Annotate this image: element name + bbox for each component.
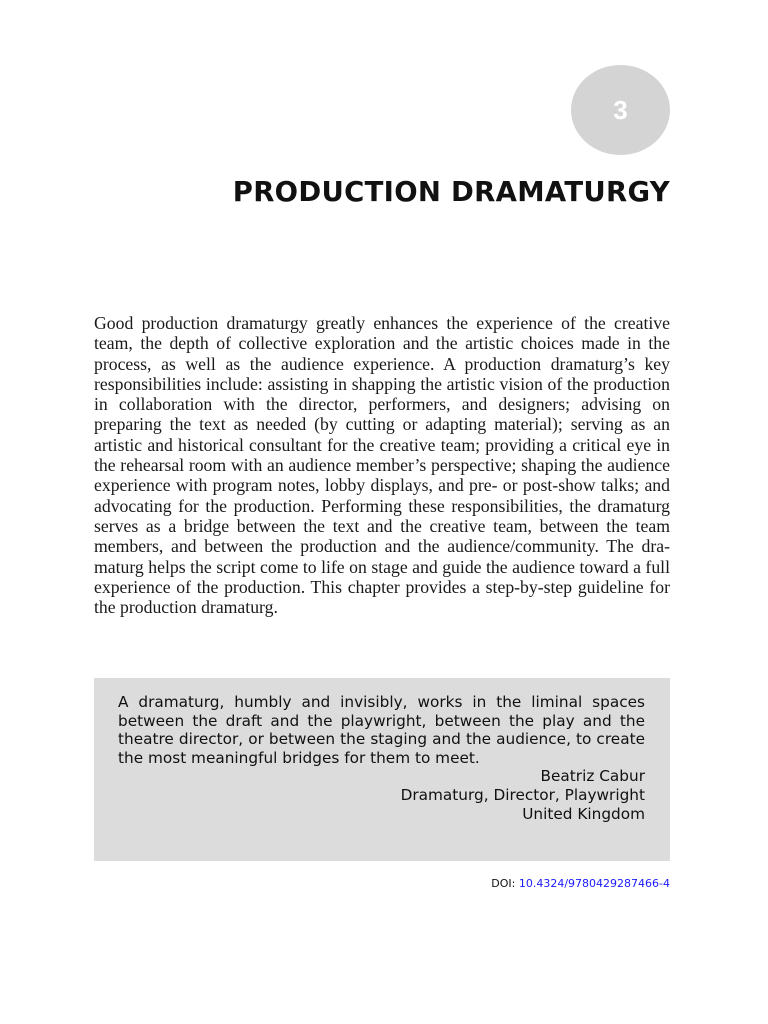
- intro-paragraph: Good production dramaturgy greatly enhances the experience of the creative team, the depth of collective exploration and the artistic choices made in the process, as well as the audience experience. A production dramaturg’s key responsibilities include: assisting in shapping the artistic vision of the production in collaboration with the director, performers, and designers; advising on preparing the text as needed (by cutting or adapting material); serving as an artistic and historical consultant for the creative team; providing a critical eye in the rehearsal room with an audience member’s perspective; shaping the audience experience with program notes, lobby displays, and pre- or post-show talks; and advocating for the production. Performing these responsibilities, the dramaturg serves as a bridge between the text and the creative team, between the team members, and between the production and the audience/community. The dramaturg helps the script come to life on stage and guide the audience toward a full experience of the production. This chapter provides a step-by-step guideline for the production dramaturg.: [94, 313, 670, 618]
- epigraph-author-location: United Kingdom: [522, 804, 645, 823]
- epigraph-box: [94, 678, 670, 861]
- doi-line: [491, 877, 670, 890]
- chapter-number-badge: [571, 65, 670, 155]
- doi-label: DOI:: [491, 877, 516, 890]
- chapter-title: PRODUCTION DRAMATURGY: [232, 176, 670, 208]
- chapter-number: 3: [613, 94, 628, 125]
- epigraph-author: Beatriz Cabur: [540, 767, 645, 786]
- epigraph-quote: A dramaturg, humbly and invisibly, works in the liminal spaces between the draft and the playwright, between the play and the theatre director, or between the staging and the audience, to create the most meaningful bridges for them to meet.: [118, 693, 645, 767]
- epigraph-author-role: Dramaturg, Director, Playwright: [400, 785, 645, 804]
- doi-link[interactable]: 10.4324/9780429287466-4: [518, 877, 670, 890]
